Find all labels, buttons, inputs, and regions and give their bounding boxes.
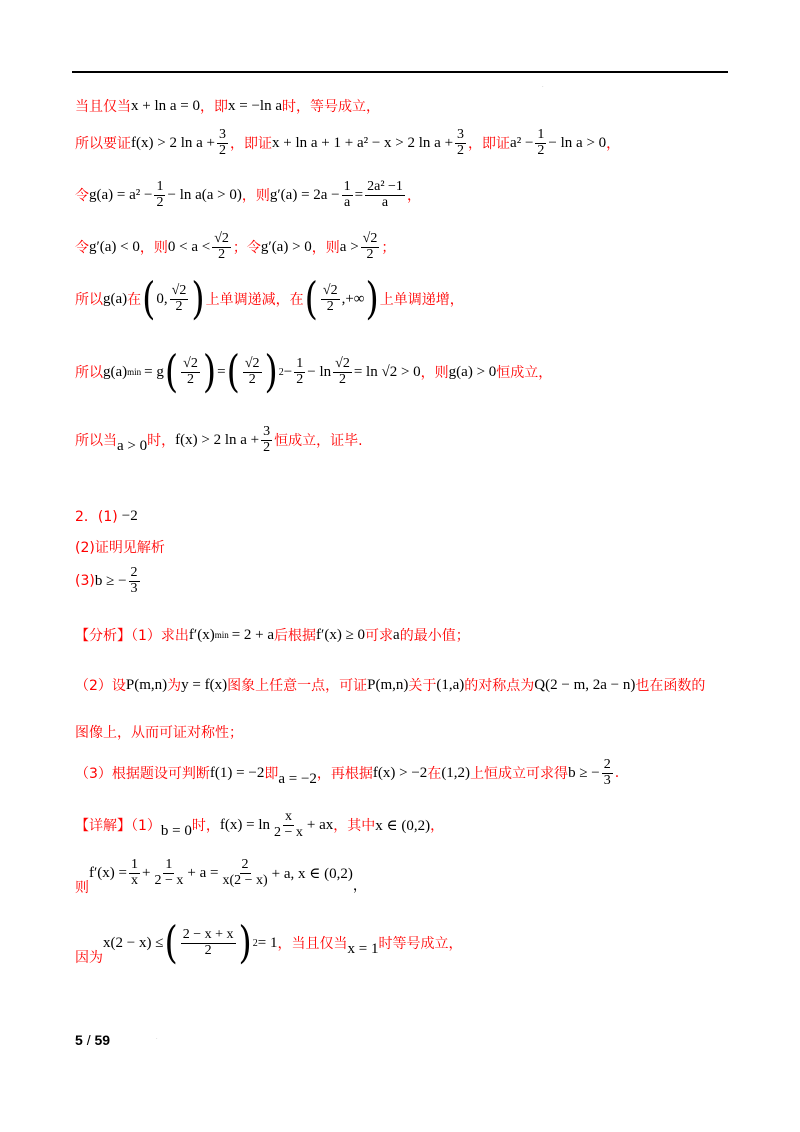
math: b = 0 bbox=[160, 822, 192, 839]
math: g′(a) = 2a − bbox=[269, 186, 340, 203]
detail-inequality bbox=[75, 917, 463, 969]
math: (1,a) bbox=[436, 676, 465, 693]
superscript: 2 bbox=[252, 937, 258, 949]
math: − bbox=[283, 363, 293, 380]
header-mark: · bbox=[542, 84, 544, 90]
fraction: $\frac{3}{2}$ bbox=[457, 127, 465, 158]
text: ，则 bbox=[241, 188, 270, 205]
fraction: $\frac{2}{3}$ bbox=[130, 565, 138, 596]
fraction: $\frac{2}{x(2 - x)}$ bbox=[222, 857, 268, 888]
fraction: $\frac{√2}{2}$ bbox=[171, 282, 187, 314]
math: ,+∞ bbox=[341, 290, 365, 307]
text: 因为 bbox=[75, 950, 103, 966]
math: − ln bbox=[307, 363, 332, 380]
text: ，则 bbox=[311, 240, 340, 257]
paren-left: ( bbox=[164, 917, 178, 969]
math: = 1 bbox=[257, 934, 278, 951]
text: ， bbox=[352, 878, 367, 895]
text: ；令 bbox=[232, 240, 261, 257]
math: f′(x) bbox=[188, 626, 215, 643]
text: 所以要证 bbox=[75, 136, 131, 153]
page-current: 5 bbox=[75, 1032, 83, 1048]
text: 即 bbox=[264, 766, 279, 783]
math: a > bbox=[339, 238, 359, 255]
text: （2）设 bbox=[75, 678, 126, 694]
fraction: $\frac{1}{x}$ bbox=[130, 857, 138, 888]
text: 上恒成立可求得 bbox=[470, 766, 569, 783]
fraction: $\frac{2}{3}$ bbox=[603, 757, 611, 788]
math: f(x) > −2 bbox=[372, 764, 428, 781]
paren-left: ( bbox=[164, 346, 179, 398]
math: a = −2 bbox=[278, 770, 317, 787]
text: 所以当 bbox=[75, 433, 117, 450]
math: 0, bbox=[156, 290, 168, 307]
page-number bbox=[75, 1032, 110, 1048]
math: f(x) > 2 ln a + bbox=[175, 431, 260, 448]
math: x(2 − x) ≤ bbox=[103, 934, 164, 951]
text: ， bbox=[606, 136, 621, 153]
text: ，即证 bbox=[468, 136, 511, 153]
text: 为 bbox=[167, 678, 182, 694]
text: 后根据 bbox=[274, 628, 317, 644]
math: −2 bbox=[121, 507, 138, 524]
math: g(a) bbox=[103, 290, 128, 307]
math: f′(x) ≥ 0 bbox=[316, 626, 366, 643]
text: 图像上，从而可证对称性； bbox=[75, 725, 243, 741]
paren-left: ( bbox=[304, 273, 318, 325]
text: ，其中 bbox=[333, 818, 376, 835]
text: 恒成立， bbox=[496, 365, 553, 381]
math: y = f(x) bbox=[181, 676, 228, 693]
math: x + ln a + 1 + a² − x > 2 ln a + bbox=[271, 134, 454, 151]
analysis-3 bbox=[75, 758, 619, 788]
math: g(a) bbox=[103, 363, 128, 380]
fraction: $\frac{√2}{2}$ bbox=[322, 282, 338, 314]
fraction: $\frac{1}{2}$ bbox=[537, 127, 545, 158]
paren-right: ) bbox=[365, 273, 379, 325]
page-separator: / bbox=[86, 1032, 91, 1048]
text: (3) bbox=[75, 573, 95, 590]
math: + a, x ∈ (0,2) bbox=[271, 865, 353, 882]
text: ，则 bbox=[420, 365, 449, 381]
text: 则 bbox=[75, 880, 89, 897]
text: ，即证 bbox=[229, 136, 272, 153]
text: 时，等号成立， bbox=[282, 99, 380, 115]
math: P(m,n) bbox=[125, 676, 168, 693]
line-derivative-sign bbox=[75, 232, 395, 262]
math: f(x) > 2 ln a + bbox=[131, 134, 215, 151]
superscript: 2 bbox=[278, 366, 284, 378]
subscript: min bbox=[214, 630, 229, 640]
text: 当且仅当 bbox=[75, 99, 131, 115]
math: + a = bbox=[187, 864, 219, 881]
text: 2．(1) bbox=[75, 509, 118, 525]
text: ，则 bbox=[139, 240, 168, 257]
text: 【详解】（1） bbox=[75, 818, 161, 835]
subscript: min bbox=[127, 367, 142, 377]
fraction: $\frac{1}{2}$ bbox=[296, 355, 304, 387]
text: 可求 bbox=[365, 628, 394, 644]
text: 上单调递减，在 bbox=[205, 292, 304, 308]
line-conclusion bbox=[75, 425, 363, 455]
math: x + ln a = 0 bbox=[131, 97, 200, 114]
math: = ln √2 > 0 bbox=[353, 363, 421, 380]
math: g′(a) < 0 bbox=[89, 238, 140, 255]
text: 的最小值； bbox=[399, 628, 470, 644]
text: 令 bbox=[75, 188, 89, 205]
analysis-2-cont bbox=[75, 722, 243, 742]
math: = bbox=[217, 363, 226, 380]
math: + ax bbox=[306, 816, 334, 833]
fraction: $\frac{3}{2}$ bbox=[263, 424, 271, 455]
text: 上单调递增， bbox=[379, 292, 464, 308]
math: x = −ln a bbox=[228, 97, 282, 114]
text: 的对称点为 bbox=[464, 678, 535, 694]
answer-2-2 bbox=[75, 537, 165, 557]
answer-2-3 bbox=[75, 566, 142, 596]
math: (1,2) bbox=[441, 764, 471, 781]
fraction: $\frac{x}{2 - x}$ bbox=[274, 809, 303, 840]
paren-right: ) bbox=[191, 273, 205, 325]
line-monotonic bbox=[75, 273, 464, 325]
fraction: $\frac{\text{2a² −1}}{a}$ bbox=[367, 179, 403, 210]
line-define-g bbox=[75, 180, 421, 210]
math: = 2 + a bbox=[231, 626, 275, 643]
detail-1 bbox=[75, 810, 444, 840]
paren-right: ) bbox=[202, 346, 217, 398]
math: + bbox=[141, 864, 151, 881]
text: ； bbox=[381, 240, 396, 257]
fraction: $\frac{1}{a}$ bbox=[343, 179, 351, 210]
text: 令 bbox=[75, 240, 89, 257]
text: ，即 bbox=[200, 99, 228, 115]
math: x = 1 bbox=[347, 940, 379, 957]
math: a bbox=[393, 626, 400, 643]
math: x ∈ (0,2) bbox=[375, 817, 431, 834]
text: 【分析】（1）求出 bbox=[75, 628, 189, 644]
text: (2)证明见解析 bbox=[75, 540, 165, 556]
text: 所以 bbox=[75, 365, 103, 381]
math: a > 0 bbox=[117, 437, 148, 454]
math: P(m,n) bbox=[367, 676, 409, 693]
math: − ln a > 0 bbox=[548, 134, 607, 151]
text: （3）根据题设可判断 bbox=[75, 766, 210, 783]
math: b ≥ − bbox=[94, 572, 127, 589]
math: g(a) > 0 bbox=[448, 363, 497, 380]
line-equality-condition bbox=[75, 96, 380, 116]
text: 恒成立，证毕. bbox=[274, 433, 363, 450]
math: − ln a(a > 0) bbox=[167, 186, 242, 203]
paren-left: ( bbox=[142, 273, 156, 325]
text: 图象上任意一点，可证 bbox=[227, 678, 368, 694]
text: 在 bbox=[427, 766, 442, 783]
text: ， bbox=[406, 188, 421, 205]
fraction: $\frac{√2}{2}$ bbox=[362, 231, 378, 262]
line-minimum bbox=[75, 346, 553, 398]
fraction: $\frac{√2}{2}$ bbox=[335, 355, 350, 387]
text: 在 bbox=[127, 292, 142, 308]
paren-right: ) bbox=[238, 917, 252, 969]
text: ，当且仅当 bbox=[277, 936, 348, 952]
math: g′(a) > 0 bbox=[260, 238, 312, 255]
fraction: $\frac{3}{2}$ bbox=[218, 127, 226, 158]
math: = g bbox=[144, 363, 164, 380]
fraction: $\frac{2 - x + x}{2}$ bbox=[182, 926, 234, 958]
text: ，再根据 bbox=[316, 766, 373, 783]
math: g(a) = a² − bbox=[89, 186, 153, 203]
math: f(x) = ln bbox=[219, 816, 271, 833]
math: f′(x) = bbox=[89, 864, 127, 881]
paren-left: ( bbox=[226, 346, 240, 398]
header-rule bbox=[72, 71, 728, 73]
math: 0 < a < bbox=[167, 238, 211, 255]
text: . bbox=[614, 765, 620, 782]
analysis-1 bbox=[75, 625, 470, 645]
answer-2-1 bbox=[75, 506, 138, 526]
text: 也在函数的 bbox=[635, 678, 706, 694]
text: 时， bbox=[147, 433, 176, 450]
fraction: $\frac{1}{2 - x}$ bbox=[154, 857, 184, 888]
math: = bbox=[354, 186, 364, 203]
fraction: $\frac{√2}{2}$ bbox=[214, 231, 229, 262]
text: 关于 bbox=[408, 678, 437, 694]
math: Q(2 − m, 2a − n) bbox=[534, 676, 636, 693]
analysis-2 bbox=[75, 675, 705, 695]
fraction: $\frac{√2}{2}$ bbox=[244, 355, 260, 387]
math: b ≥ − bbox=[568, 764, 600, 781]
text: 时， bbox=[191, 818, 220, 835]
text: ， bbox=[430, 818, 445, 835]
math: a² − bbox=[510, 134, 534, 151]
text: 时等号成立， bbox=[378, 936, 463, 952]
page-total: 59 bbox=[94, 1032, 111, 1048]
math: f(1) = −2 bbox=[209, 764, 265, 781]
fraction: $\frac{√2}{2}$ bbox=[183, 355, 198, 387]
paren-right: ) bbox=[264, 346, 278, 398]
footer-mark: · bbox=[156, 1036, 158, 1042]
detail-derivative bbox=[75, 857, 367, 897]
line-to-prove bbox=[75, 128, 620, 158]
fraction: $\frac{1}{2}$ bbox=[156, 179, 164, 210]
text: 所以 bbox=[75, 292, 103, 308]
